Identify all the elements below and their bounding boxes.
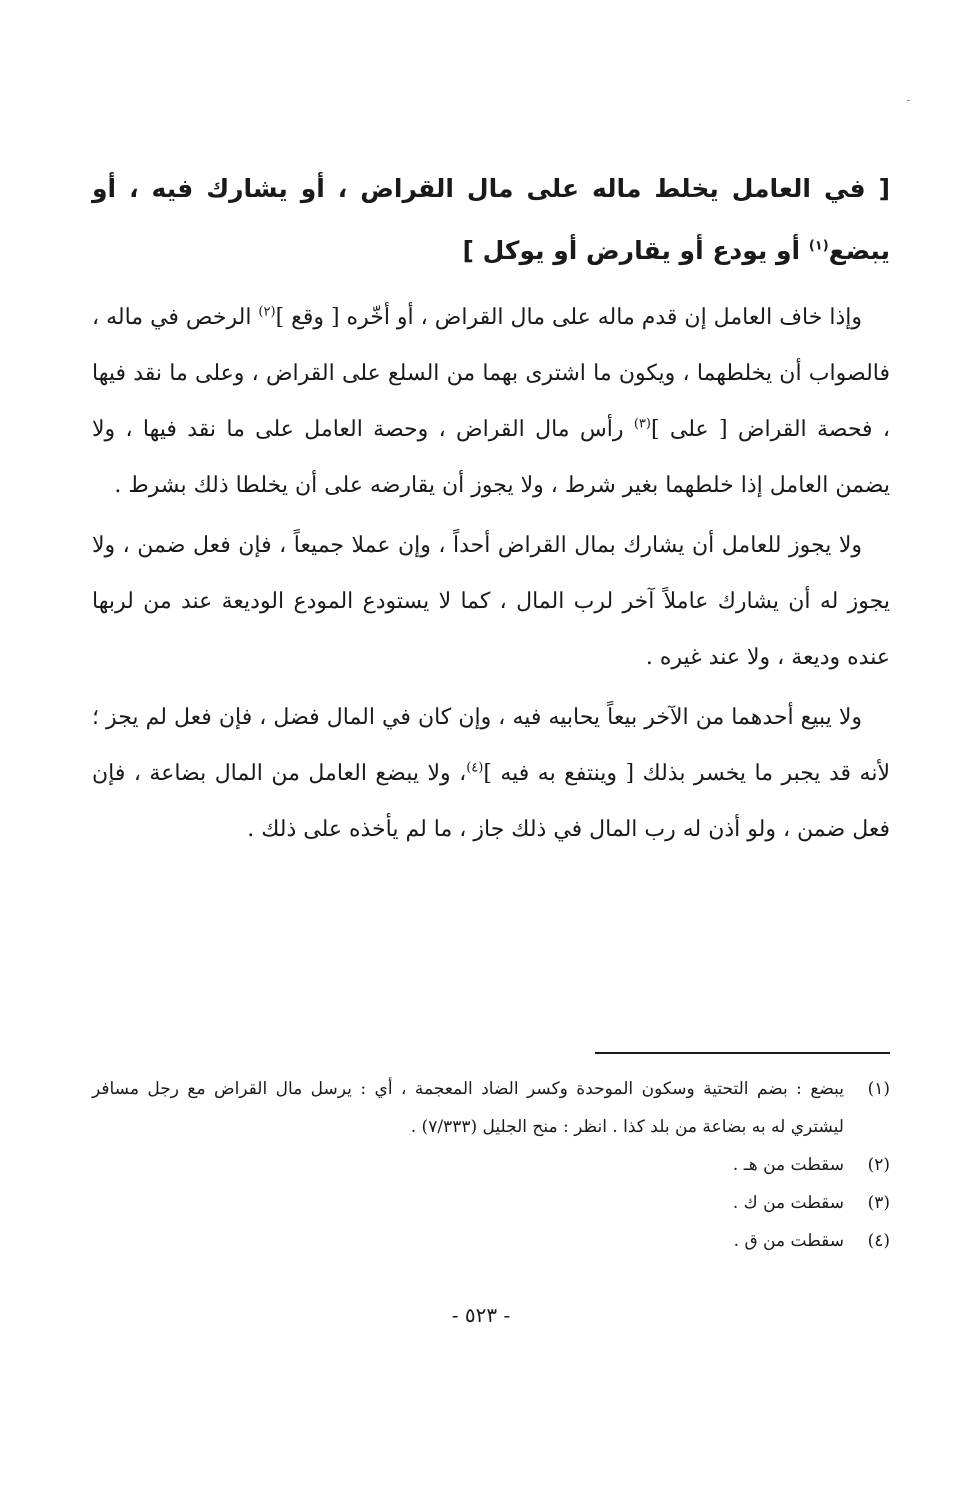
footnote-3 bbox=[92, 1184, 890, 1222]
heading-text: [ في العامل يخلط ماله على مال القراض ، أو يشارك فيه ، أو يبضع bbox=[92, 174, 890, 265]
paragraph-1 bbox=[92, 290, 890, 514]
footnote-text: سقطت من ق . bbox=[733, 1231, 844, 1251]
paragraph-2: ولا يجوز للعامل أن يشارك بمال القراض أحداً ، وإن عملا جميعاً ، فإن فعل ضمن ، ولا يجوز له أن يشارك عاملاً آخر لرب المال ، كما لا يستودع المودع الوديعة عند من لربها عنده وديعة ، ولا عند غيره . bbox=[92, 533, 890, 670]
paragraph-1-part-c: رأس مال القراض ، وحصة العامل على ما نقد فيها ، ولا يضمن العامل إذا خلطهما بغير شرط ، ولا يجوز أن يقارضه على أن يخلطا ذلك بشرط . bbox=[92, 417, 890, 498]
footnote-number: (١) bbox=[867, 1079, 890, 1099]
paragraph-1-part-a: وإذا خاف العامل إن قدم ماله على مال القراض ، أو أخّره [ وقع ] bbox=[275, 305, 862, 330]
paragraph-3-part-b: ، ولا يبضع العامل من المال بضاعة ، فإن فعل ضمن ، ولو أذن له رب المال في ذلك جاز ، ما لم يأخذه على ذلك . bbox=[92, 761, 890, 842]
footnote-number: (٣) bbox=[867, 1193, 890, 1213]
main-text bbox=[92, 158, 890, 862]
section-heading bbox=[92, 158, 890, 282]
footnote-1 bbox=[92, 1070, 890, 1146]
footnote-number: (٢) bbox=[867, 1155, 890, 1175]
scan-speck bbox=[907, 100, 910, 101]
paragraph-1-part-b: الرخص في ماله ، فالصواب أن يخلطهما ، ويكون ما اشترى بهما من السلع على القراض ، وعلى ما نقد فيها ، فحصة القراض [ على ] bbox=[92, 305, 890, 442]
footnote-2 bbox=[92, 1146, 890, 1184]
footnote-ref-4[interactable]: (٤) bbox=[466, 760, 484, 776]
heading-text-end: أو يودع أو يقارض أو يوكل ] bbox=[462, 236, 809, 265]
footnote-ref-1[interactable]: (١) bbox=[808, 238, 829, 254]
footnote-text: يبضع : بضم التحتية وسكون الموحدة وكسر الضاد المعجمة ، أي : يرسل مال القراض مع رجل مسافر ليشتري له به بضاعة من بلد كذا . انظر : منح الجليل (٧/٣٣٣) . bbox=[92, 1079, 844, 1137]
footnote-text: سقطت من هـ . bbox=[732, 1155, 844, 1175]
footnote-number: (٤) bbox=[867, 1231, 890, 1251]
footnotes bbox=[92, 1070, 890, 1260]
footnote-ref-3[interactable]: (٣) bbox=[633, 416, 651, 432]
footnote-text: سقطت من ك . bbox=[732, 1193, 844, 1213]
paragraph-3-part-a: ولا يبيع أحدهما من الآخر بيعاً يحابيه فيه ، وإن كان في المال فضل ، فإن فعل لم يجز ؛ لأنه قد يجبر ما يخسر بذلك [ وينتفع به فيه ] bbox=[92, 705, 891, 786]
footnote-divider bbox=[595, 1052, 890, 1054]
paragraph-3 bbox=[92, 690, 890, 858]
footnote-4 bbox=[92, 1222, 890, 1260]
footnote-ref-2[interactable]: (٢) bbox=[258, 304, 276, 320]
page-number: - ٥٢٣ - bbox=[451, 1303, 511, 1327]
